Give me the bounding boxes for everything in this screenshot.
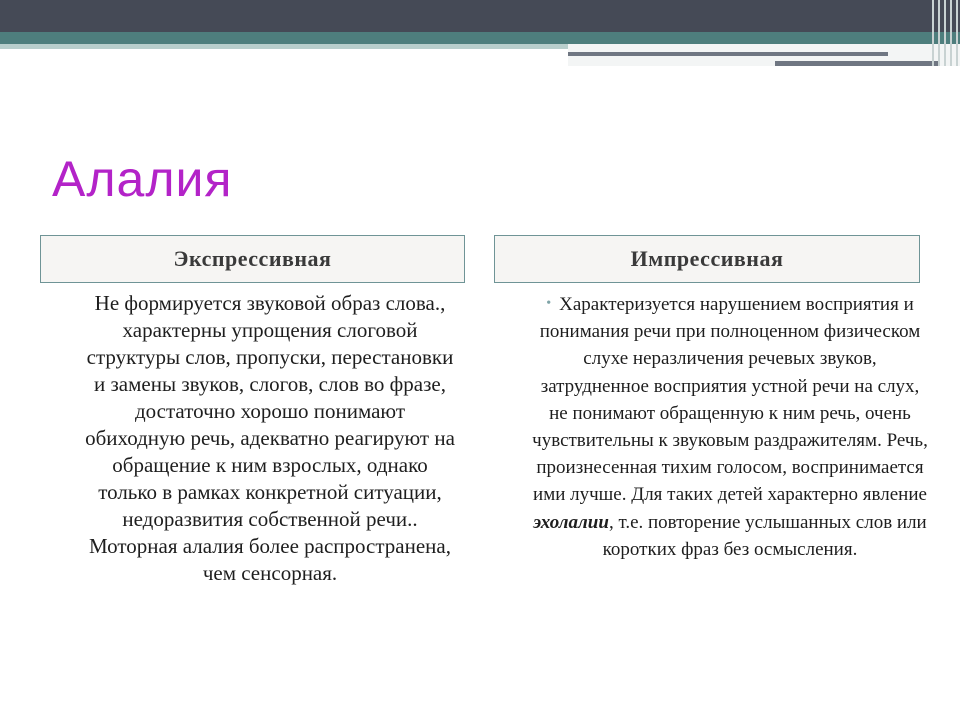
impressive-description xyxy=(530,290,930,563)
bullet-icon: • xyxy=(546,296,552,311)
slide-top-bar xyxy=(0,0,960,32)
impressive-text-part-2: , т.е. повторение услышанных слов или коротких фраз без осмысления. xyxy=(602,511,927,560)
slide-teal-band xyxy=(0,32,960,44)
column-header-expressive: Экспрессивная xyxy=(40,235,465,283)
expressive-description: Не формируется звуковой образ слова., характерны упрощения слоговой структуры слов, пропуски, перестановки и замены звуков, слогов, слов во фразе, достаточно хорошо понимают обиходную речь, адекватно реагируют на обращение к ним взрослых, однако только в рамках конкретной ситуации, недоразвития собственной речи.. Моторная алалия более распространена, чем сенсорная. xyxy=(85,291,455,585)
slide-title: Алалия xyxy=(52,151,233,207)
slide-decor-stripe xyxy=(775,61,940,66)
impressive-text-part-1: Характеризуется нарушением восприятия и понимания речи при полноценном физическом слухе неразличения речевых звуков, затрудненное восприятия устной речи на слух, не понимают обращенную к ним речь, очень чувствительны к звуковым раздражителям. Речь, произнесенная тихим голосом, воспринимается ими лучше. Для таких детей характерно явление xyxy=(532,294,928,506)
slide-decor-stripe xyxy=(568,52,888,56)
slide-decor-vertical-lines xyxy=(930,0,960,66)
impressive-term: эхолалии xyxy=(533,511,609,533)
column-header-impressive: Импрессивная xyxy=(494,235,920,283)
